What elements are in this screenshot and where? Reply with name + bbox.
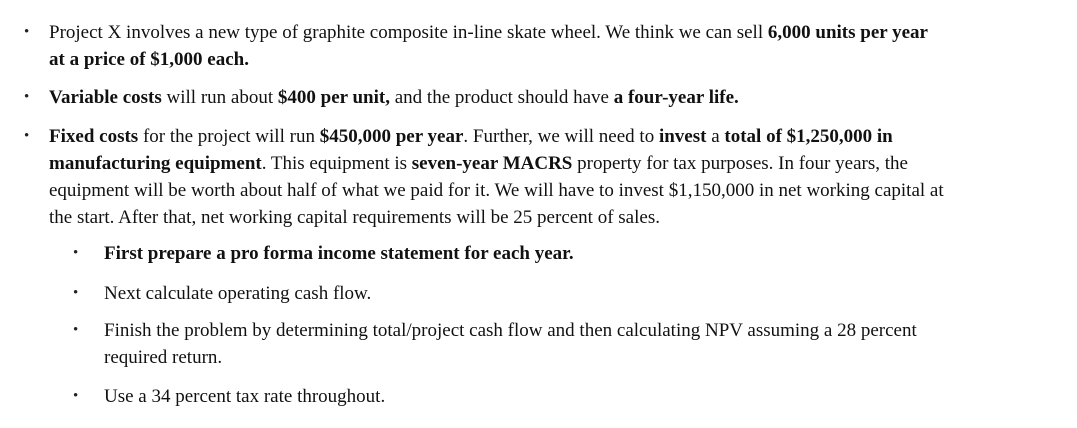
text-line (104, 317, 1064, 344)
text-line (49, 84, 1059, 111)
text-line (49, 177, 1059, 204)
text-line (49, 19, 1059, 46)
text-run-bold: Fixed costs (49, 126, 139, 147)
bullet-text (104, 240, 1064, 267)
text-run: required return. (104, 347, 223, 368)
text-run: Next calculate operating cash flow. (104, 283, 372, 304)
text-run-bold: a four-year life. (613, 87, 739, 108)
text-run: a (706, 126, 725, 147)
text-line (49, 123, 1059, 150)
text-run-bold: total of $1,250,000 in (724, 126, 893, 147)
text-line (104, 383, 1064, 410)
text-run: equipment will be worth about half of what we paid for it. We will have to invest $1,150,000 in net working capital at (49, 180, 944, 201)
text-line (49, 46, 1059, 73)
text-run: will run about (161, 87, 278, 108)
text-run: . This equipment is (261, 153, 412, 174)
bullet-icon: • (24, 89, 30, 105)
text-run: property for tax purposes. In four years, the (572, 153, 908, 174)
text-run-bold: invest (658, 126, 707, 147)
text-run: Use a 34 percent tax rate throughout. (104, 386, 386, 407)
text-run-bold: $450,000 per year (319, 126, 464, 147)
bullet-icon: • (24, 24, 30, 40)
text-run-bold: First prepare a pro forma income statement for each year. (104, 243, 574, 264)
text-line (49, 150, 1059, 177)
text-run: and the product should have (389, 87, 614, 108)
text-line (104, 280, 1064, 307)
bullet-text (104, 383, 1064, 410)
text-run: Finish the problem by determining total/project cash flow and then calculating NPV assuming a 28 percent (104, 320, 917, 341)
text-run: the start. After that, net working capital requirements will be 25 percent of sales. (49, 207, 660, 228)
text-run-bold: Variable costs (49, 87, 162, 108)
bullet-icon: • (73, 322, 79, 338)
bullet-text (49, 84, 1059, 111)
text-line (104, 344, 1064, 371)
text-run-bold: 6,000 units per year (767, 22, 928, 43)
text-run: for the project will run (138, 126, 320, 147)
text-run: Project X involves a new type of graphite composite in-line skate wheel. We think we can sell (49, 22, 768, 43)
bullet-icon: • (24, 128, 30, 144)
text-run-bold: $400 per unit, (277, 87, 390, 108)
bullet-icon: • (73, 388, 79, 404)
text-run: . Further, we will need to (463, 126, 659, 147)
bullet-text (104, 280, 1064, 307)
bullet-icon: • (73, 245, 79, 261)
bullet-icon: • (73, 285, 79, 301)
text-run-bold: at a price of $1,000 each. (49, 49, 249, 70)
text-run-bold: seven-year MACRS (411, 153, 573, 174)
bullet-text (49, 123, 1059, 231)
text-line (104, 240, 1064, 267)
bullet-text (49, 19, 1059, 73)
text-run-bold: manufacturing equipment (49, 153, 262, 174)
bullet-text (104, 317, 1064, 371)
text-line (49, 204, 1059, 231)
